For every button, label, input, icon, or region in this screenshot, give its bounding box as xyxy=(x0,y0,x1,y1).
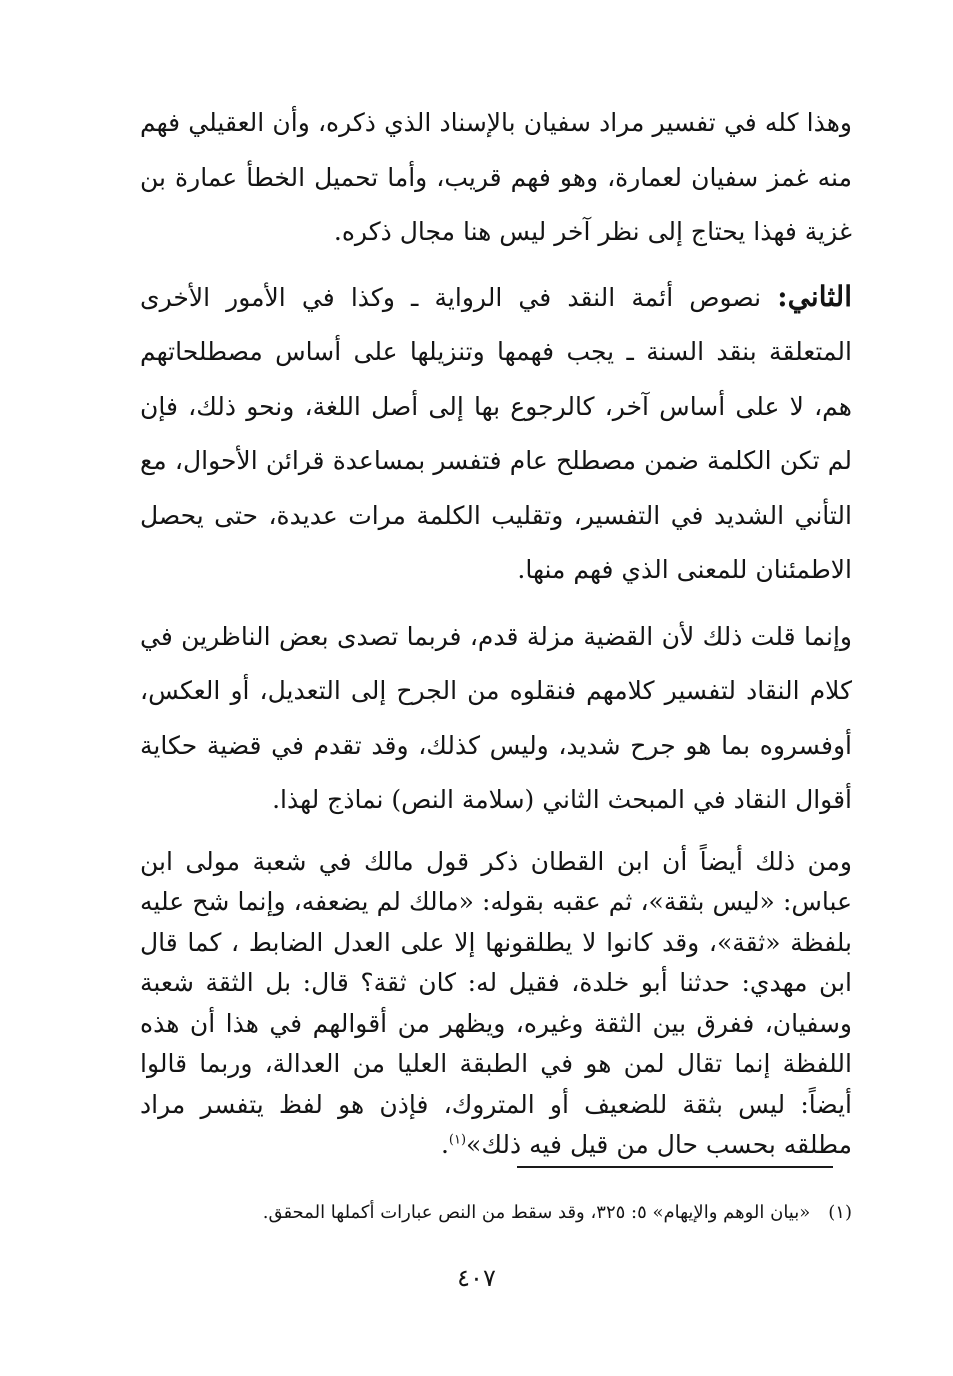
footnote-number: (١) xyxy=(828,1202,852,1223)
paragraph-2 xyxy=(140,270,852,598)
paragraph-4-body: ومن ذلك أيضاً أن ابن القطان ذكر قول مالك في شعبة مولى ابن عباس: «ليس بثقة»، ثم عقبه بقوله: «مالك لم يضعفه، وإنما شح عليه بلفظة «ثقة»، وقد كانوا لا يطلقونها إلا على العدل الضابط ، كما قال ابن مهدي: حدثنا أبو خلدة، فقيل له: كان ثقة؟ قال: بل الثقة شعبة وسفيان، ففرق بين الثقة وغيره، ويظهر من أقوالهم في هذا أن هذه اللفظة إنما تقال لمن هو في الطبقة العليا من العدالة، وربما قالوا أيضاً: ليس بثقة للضعيف أو المتروك، فإذن هو لفظ يتفسر مراد مطلقه بحسب حال من قيل فيه ذلك» xyxy=(140,846,852,1159)
paragraph-4-end: . xyxy=(440,1130,449,1159)
paragraph-1: وهذا كله في تفسير مراد سفيان بالإسناد الذي ذكره، وأن العقيلي فهم منه غمز سفيان لعمارة، وهو فهم قريب، وأما تحميل الخطأ عمارة بن غزية فهذا يحتاج إلى نظر آخر ليس هنا مجال ذكره. xyxy=(140,108,852,246)
page-number: ٤٠٧ xyxy=(457,1264,496,1292)
paragraph-4 xyxy=(140,842,852,1166)
footnote-reference: (١) xyxy=(448,1132,467,1148)
footnote-text: «بيان الوهم والإيهام» ٥: ٣٢٥، وقد سقط من النص عبارات أكملها المحقق. xyxy=(262,1202,811,1223)
main-text xyxy=(140,96,852,1166)
footnote xyxy=(140,1198,852,1228)
paragraph-3: وإنما قلت ذلك لأن القضية مزلة قدم، فربما تصدى بعض الناظرين في كلام النقاد لتفسير كلامهم فنقلوه من الجرح إلى التعديل، أو العكس، أوفسروه بما هو جرح شديد، وليس كذلك، وقد تقدم في قضية حكاية أقوال النقاد في المبحث الثاني (سلامة النص) نماذج لهذا. xyxy=(140,621,852,814)
section-lead-word: الثاني: xyxy=(777,279,852,313)
paragraph-2-body: نصوص أئمة النقد في الرواية ـ وكذا في الأمور الأخرى المتعلقة بنقد السنة ـ يجب فهمها وتنزيلها على أساس مصطلحاتهم هم، لا على أساس آخر، كالرجوع بها إلى أصل اللغة، ونحو ذلك، فإن لم تكن الكلمة ضمن مصطلح عام فتفسر بمساعدة قرائن الأحوال، مع التأني الشديد في التفسير، وتقليب الكلمة مرات عديدة، حتى يحصل الاطمئنان للمعنى الذي فهم منها. xyxy=(140,282,852,584)
footnote-divider xyxy=(517,1166,833,1168)
